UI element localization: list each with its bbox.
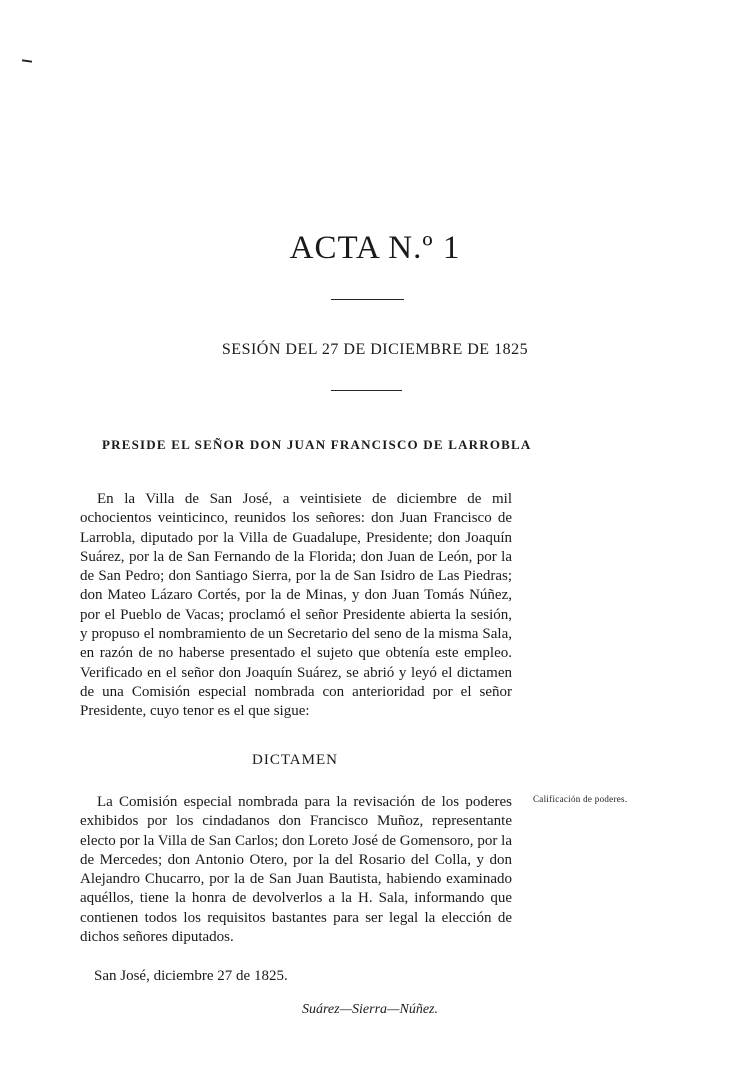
dictamen-heading: DICTAMEN <box>252 752 338 768</box>
document-title: ACTA N.º 1 <box>289 230 461 266</box>
paragraph-text: La Comisión especial nombrada para la revisación de los poderes exhibidos por los cindadanos don Francisco Muñoz, representante electo por la Villa de San Carlos; don Loreto José de Gomensoro, por la de Mercedes; don Antonio Otero, por la del Rosario del Colla, y don Alejandro Chucarro, por la de San Juan Bautista, habiendo examinado aquéllos, tiene la honra de devolverlos a la H. Sala, informando que contienen todos los requisitos bastantes para ser legal la elección de dichos señores diputados. <box>80 794 512 946</box>
preside-heading: PRESIDE EL SEÑOR DON JUAN FRANCISCO DE LARROBLA <box>102 437 532 452</box>
opening-paragraph <box>80 490 512 722</box>
session-divider <box>331 390 402 391</box>
title-divider <box>331 299 404 300</box>
ink-speck <box>22 59 32 62</box>
paragraph-text: En la Villa de San José, a veintisiete de diciembre de mil ochocientos veinticinco, reunidos los señores: don Juan Francisco de Larrobla, diputado por la Villa de Guadalupe, Presidente; don Joaquín Suárez, por la de San Fernando de la Florida; don Juan de León, por la de San Pedro; don Santiago Sierra, por la de San Isidro de Las Piedras; don Mateo Lázaro Cortés, por la de Minas, y don Juan Tomás Núñez, por el Pueblo de Vacas; proclamó el señor Presidente abierta la sesión, y propuso el nombramiento de un Secretario del seno de la misma Sala, en razón de no haberse presentado el sujeto que obtenía este empleo. Verificado en el señor don Joaquín Suárez, se abrió y leyó el dictamen de una Comisión especial nombrada con anterioridad por el señor Presidente, cuyo tenor es el que sigue: <box>80 491 512 720</box>
date-line: San José, diciembre 27 de 1825. <box>94 968 288 984</box>
margin-note: Calificación de poderes. <box>533 794 628 804</box>
dictamen-paragraph <box>80 793 512 947</box>
session-heading: SESIÓN DEL 27 DE DICIEMBRE DE 1825 <box>221 341 529 358</box>
signatures: Suárez—Sierra—Núñez. <box>302 1002 438 1017</box>
